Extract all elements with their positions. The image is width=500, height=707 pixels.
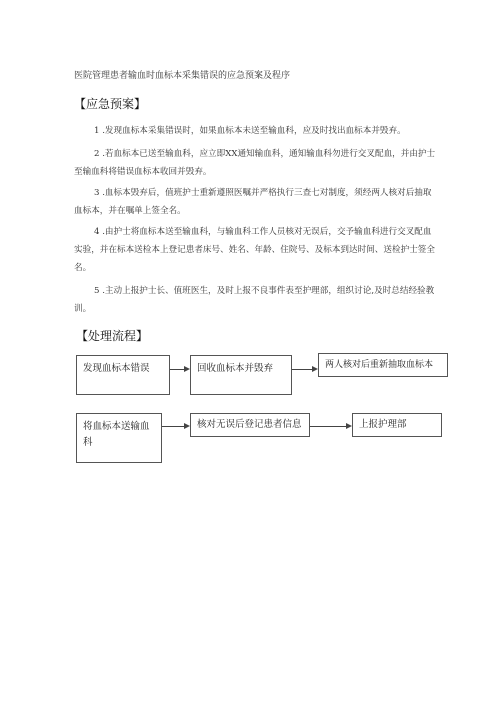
paragraph-2: 2 .若血标本已送至输血科，应立即XX通知输血科，通知输血科勿进行交叉配血，并由护士至输血科将错误血标本收回并毁弃。	[74, 149, 436, 177]
flow-box-recheck-redraw: 两人核对后重新抽取血标本	[318, 353, 448, 377]
emergency-plan-heading: 【应急预案】	[74, 97, 147, 111]
document-title: 医院管理患者输血时血标本采集错误的应急预案及程序	[74, 71, 291, 81]
flow-box-verify-register: 核对无误后登记患者信息	[190, 413, 310, 437]
paragraph-1: 1 .发现血标本采集错误时，如果血标本未送至输血科，应及时找出血标本并毁弃。	[94, 126, 406, 136]
flow-box-send-to-blood-dept: 将血标本送输血科	[76, 413, 162, 463]
flow-box-retrieve-destroy: 回收血标本并毁弃	[190, 355, 292, 395]
paragraph-5: 5 .主动上报护士长、值班医生，及时上报不良事件表至护理部，组织讨论,及时总结经验教训。	[74, 286, 435, 314]
paragraph-4: 4 .由护士将血标本送至输血科，与输血科工作人员核对无误后，交予输血科进行交叉配血实验，并在标本送检本上登记患者床号、姓名、年龄、住院号、及标本到达时间、送检护士签全名。	[74, 227, 435, 273]
flow-box-discover-error: 发现血标本错误	[76, 355, 170, 395]
paragraph-3: 3 .血标本毁弃后，值班护士重新遵照医嘱并严格执行三查七对制度，须经两人核对后抽取血标本，并在嘱单上签全名。	[74, 188, 432, 216]
process-flow-heading: 【处理流程】	[76, 329, 149, 343]
flow-box-report-nursing-dept: 上报护理部	[352, 413, 442, 437]
